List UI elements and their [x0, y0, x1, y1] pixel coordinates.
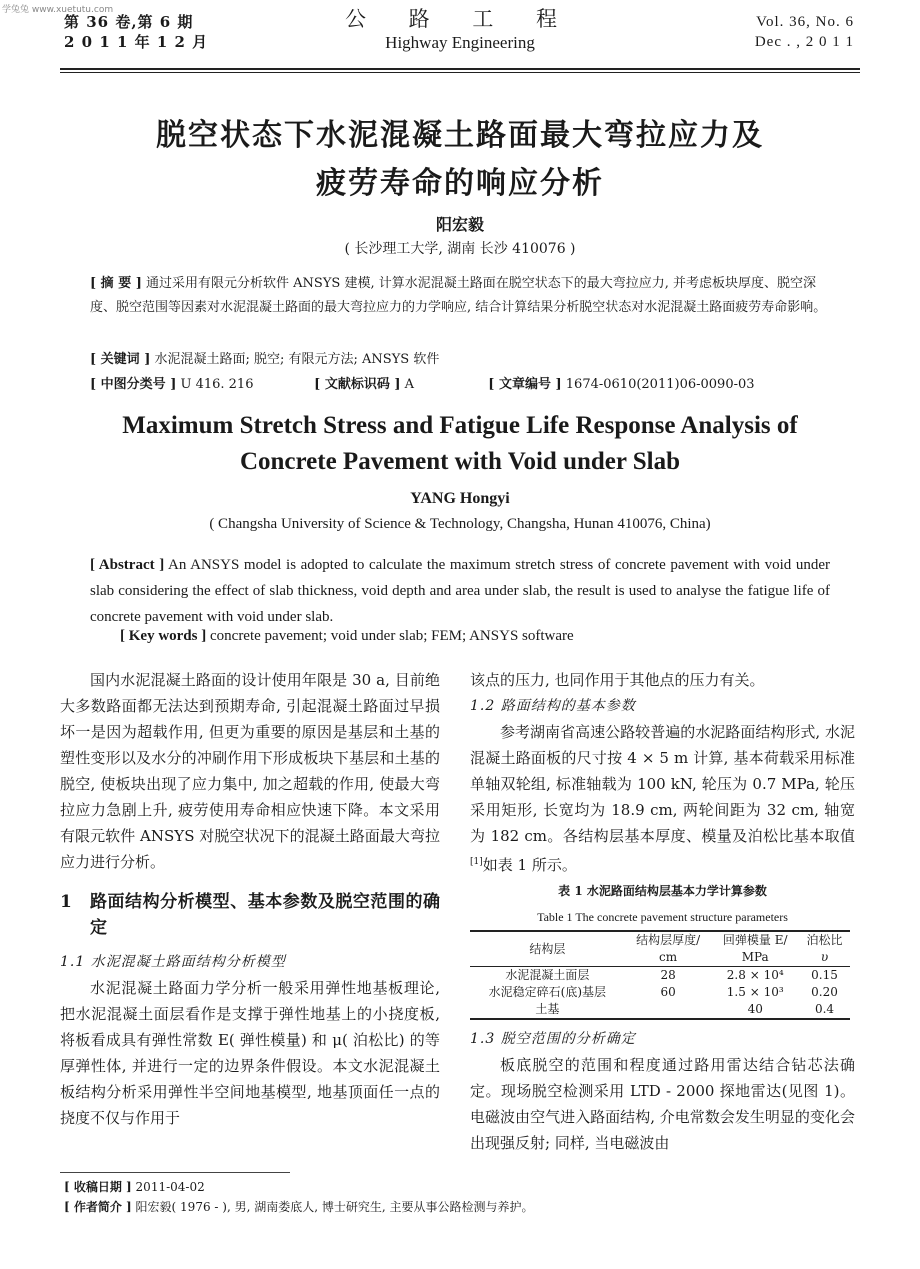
table-caption-en: Table 1 The concrete pavement structure parameters	[537, 910, 788, 924]
en-title-line-1: Maximum Stretch Stress and Fatigue Life Response Analysis of	[122, 412, 798, 439]
section-1-3-heading: 1.3 脱空范围的分析确定	[470, 1031, 636, 1047]
table-cell: 2.8 × 10⁴	[726, 968, 784, 982]
doc-code-value: A	[404, 377, 415, 392]
table-cell: 28	[660, 968, 676, 982]
abstract-text: 通过采用有限元分析软件 ANSYS 建模, 计算水泥混凝土路面在脱空状态下的最大弯拉应力, 并考虑板块厚度、脱空深度、脱空范围等因素对水泥混凝土路面的最大弯拉应力的力学响应, 结合计算结果分析脱空状态对水泥混凝土路面疲劳寿命影响。	[90, 276, 827, 315]
table-cell: 40	[747, 1002, 763, 1016]
table-cell: 1.5 × 10³	[726, 985, 784, 999]
citation-ref: [1]	[470, 857, 483, 867]
issue-date-en: Dec . , 2 0 1 1	[754, 34, 854, 50]
table-cell: 水泥混凝土面层	[505, 968, 590, 982]
table-cell: 60	[660, 985, 676, 999]
abstract-label: [ 摘 要 ]	[90, 276, 142, 291]
article-no-label: [ 文章编号 ]	[488, 377, 562, 392]
table-cell: 0.20	[811, 985, 838, 999]
right-column	[470, 667, 855, 1156]
journal-volume-info-en	[755, 12, 854, 52]
footnote-received	[64, 1178, 205, 1195]
journal-name-en: Highway Engineering	[385, 33, 535, 52]
section-1-2-paragraph	[470, 719, 855, 878]
table-header-row	[470, 931, 850, 949]
section-1-2-end: 如表 1 所示。	[482, 856, 577, 874]
keywords-en-text: concrete pavement; void under slab; FEM; ANSYS software	[206, 628, 574, 644]
journal-name	[300, 6, 620, 54]
table-cell: 土基	[535, 1002, 560, 1016]
footnote-rule	[60, 1172, 290, 1173]
table-header: 回弹模量 E/	[722, 933, 788, 947]
table-unit: υ	[820, 950, 829, 964]
table-row	[470, 984, 850, 1001]
title-line-2: 疲劳寿命的响应分析	[316, 166, 604, 201]
keywords-en	[120, 628, 574, 645]
parameters-table	[470, 930, 850, 1020]
intro-paragraph: 国内水泥混凝土路面的设计使用年限是 30 a, 目前绝大多数路面都无法达到预期寿命, 引起混凝土路面过早损坏一是因为超载作用, 但更为重要的原因是基层和土基的塑性变形以及水分的冲刷作用下形成板块下基层和土基的脱空, 使板块出现了应力集中, 加之超载的作用, 使最大弯拉应力急剧上升, 疲劳使用寿命相应快速下降。本文采用有限元软件 ANSYS 对脱空状况下的混凝土路面最大弯拉应力进行分析。	[60, 671, 440, 871]
footnote-bio	[64, 1198, 533, 1215]
author-cn: 阳宏毅	[435, 215, 484, 234]
keywords-cn	[90, 348, 439, 367]
section-1-1-paragraph: 水泥混凝土路面力学分析一般采用弹性地基板理论, 把水泥混凝土面层看作是支撑于弹性地基上的小挠度板, 将板看成具有弹性常数 E( 弹性模量) 和 μ( 泊松比) 的等厚弹性体, 并进行一定的边界条件假设。本文水泥混凝土板结构分析采用弹性半空间地基模型, 地基顶面任一点的挠度不仅与作用于	[60, 979, 440, 1127]
affiliation-en: ( Changsha University of Science & Technology, Changsha, Hunan 410076, China)	[209, 516, 711, 532]
table-cell: 0.15	[811, 968, 838, 982]
table-caption-cn: 表 1 水泥路面结构层基本力学计算参数	[558, 884, 767, 898]
watermark: 学兔兔 www.xuetutu.com	[2, 5, 114, 15]
doc-code-label: [ 文献标识码 ]	[314, 377, 401, 392]
classification-line	[90, 373, 830, 392]
abstract-en-label: [ Abstract ]	[90, 557, 165, 573]
table-row	[470, 967, 850, 985]
section-1-3-paragraph: 板底脱空的范围和程度通过路用雷达结合钻芯法确定。现场脱空检测采用 LTD - 2000 探地雷达(见图 1)。电磁波由空气进入路面结构, 介电常数会发生明显的变化会出现强反射; 同样, 当电磁波由	[470, 1056, 855, 1152]
table-unit: cm	[659, 950, 678, 964]
keywords-label: [ 关键词 ]	[90, 352, 151, 367]
clc-value: U 416. 216	[180, 377, 254, 392]
keywords-text: 水泥混凝土路面; 脱空; 有限元方法; ANSYS 软件	[154, 352, 440, 367]
author-en: YANG Hongyi	[410, 490, 510, 507]
table-cell: 水泥稳定碎石(底)基层	[488, 985, 607, 999]
received-date: 2011-04-02	[135, 1180, 205, 1194]
section-1-2-text: 参考湖南省高速公路较普遍的水泥路面结构形式, 水泥混凝土路面板的尺寸按 4 × 5 m 计算, 基本荷载采用标准单轴双轮组, 标准轴载为 100 kN, 轮压为 0.7 MPa, 轮压采用矩形, 长宽均为 18.9 cm, 两轮间距为 32 cm, 轴宽为 182 cm。各结构层基本厚度、模量及泊松比基本取值	[470, 723, 855, 845]
affiliation-cn: ( 长沙理工大学, 湖南 长沙 410076 )	[344, 241, 576, 257]
abstract-cn	[90, 272, 830, 320]
left-column	[60, 667, 440, 1131]
continued-paragraph: 该点的压力, 也同作用于其他点的压力有关。	[470, 671, 765, 689]
header-rule	[60, 68, 860, 70]
table-unit: MPa	[741, 950, 769, 964]
table-header: 结构层厚度/	[636, 933, 701, 947]
paper-title-en	[60, 408, 860, 480]
section-1-heading	[60, 889, 440, 941]
header-rule-thin	[60, 72, 860, 73]
abstract-en-text: An ANSYS model is adopted to calculate the maximum stretch stress of concrete pavement with void under slab considering the effect of slab thickness, void depth and area under slab, the result is used to analyse the fatigue life of concrete pavement with void under slab.	[90, 557, 830, 625]
volume-issue-en: Vol. 36, No. 6	[756, 14, 854, 30]
issue-date: 2 0 1 1 年 1 2 月	[64, 33, 209, 51]
section-1-2-heading: 1.2 路面结构的基本参数	[470, 698, 636, 714]
received-label: [ 收稿日期 ]	[64, 1180, 132, 1194]
en-title-line-2: Concrete Pavement with Void under Slab	[239, 448, 681, 475]
clc-label: [ 中图分类号 ]	[90, 377, 177, 392]
volume-issue: 第 36 卷,第 6 期	[64, 13, 194, 31]
bio-label: [ 作者简介 ]	[64, 1200, 132, 1214]
abstract-en	[90, 552, 830, 630]
section-1-number: 1	[60, 892, 72, 912]
journal-volume-info	[64, 12, 208, 52]
paper-title-cn	[60, 112, 860, 208]
table-cell: 0.4	[814, 1002, 835, 1016]
section-1-1-heading: 1.1 水泥混凝土路面结构分析模型	[60, 954, 286, 970]
section-1-title: 路面结构分析模型、基本参数及脱空范围的确定	[90, 892, 440, 938]
table-row	[470, 1001, 850, 1019]
table-header: 结构层	[470, 931, 625, 967]
article-no-value: 1674-0610(2011)06-0090-03	[565, 377, 755, 392]
table-cell	[625, 1001, 712, 1019]
title-line-1: 脱空状态下水泥混凝土路面最大弯拉应力及	[156, 118, 764, 153]
table-header: 泊松比	[806, 933, 843, 947]
bio-text: 阳宏毅( 1976 - ), 男, 湖南娄底人, 博士研究生, 主要从事公路检测与养护。	[135, 1200, 534, 1214]
keywords-en-label: [ Key words ]	[120, 628, 207, 644]
journal-name-cn: 公 路 工 程	[344, 7, 576, 31]
